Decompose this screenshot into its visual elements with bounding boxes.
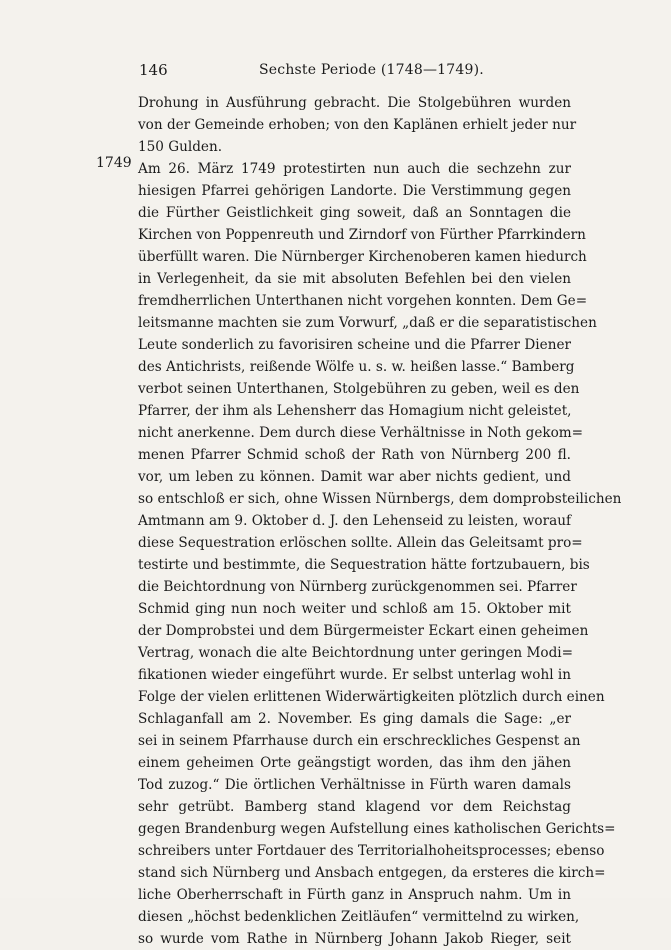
text-line: überfüllt waren. Die Nürnberger Kirchenoberen kamen hiedurch: [138, 249, 587, 265]
text-line: in Verlegenheit, da sie mit absoluten Befehlen bei den vielen: [138, 271, 571, 287]
text-line: Amtmann am 9. Oktober d. J. den Lehenseid zu leisten, worauf: [138, 513, 571, 529]
text-line: Schmid ging nun noch weiter und schloß am 15. Oktober mit: [138, 601, 571, 617]
text-line: Folge der vielen erlittenen Widerwärtigkeiten plötzlich durch einen: [138, 689, 605, 705]
text-line: die Fürther Geistlichkeit ging soweit, daß an Sonntagen die: [138, 205, 571, 221]
text-line: so wurde vom Rathe in Nürnberg Johann Jakob Rieger, seit: [138, 931, 571, 947]
text-line: Vertrag, wonach die alte Beichtordnung unter geringen Modi=: [138, 645, 574, 661]
text-line: stand sich Nürnberg und Ansbach entgegen, da ersteres die kirch=: [138, 865, 606, 881]
text-line: nicht anerkenne. Dem durch diese Verhältnisse in Noth gekom=: [138, 425, 584, 441]
text-line: so entschloß er sich, ohne Wissen Nürnbergs, dem domprobsteilichen: [138, 491, 622, 507]
text-line: Drohung in Ausführung gebracht. Die Stolgebühren wurden: [138, 95, 571, 111]
text-line: menen Pfarrer Schmid schoß der Rath von Nürnberg 200 fl.: [138, 447, 571, 463]
text-line: schreibers unter Fortdauer des Territorialhoheitsprocesses; ebenso: [138, 843, 605, 859]
text-line: fikationen wieder eingeführt wurde. Er selbst unterlag wohl in: [138, 667, 571, 683]
text-line: sei in seinem Pfarrhause durch ein erschreckliches Gespenst an: [138, 733, 581, 749]
text-line: des Antichrists, reißende Wölfe u. s. w. heißen lasse.“ Bamberg: [138, 359, 575, 375]
text-line: sehr getrübt. Bamberg stand klagend vor dem Reichstag: [138, 799, 571, 815]
text-line: hiesigen Pfarrei gehörigen Landorte. Die Verstimmung gegen: [138, 183, 571, 199]
page-header: [139, 60, 571, 80]
text-line: einem geheimen Orte geängstigt worden, das ihm den jähen: [138, 755, 571, 771]
text-line: liche Oberherrschaft in Fürth ganz in Anspruch nahm. Um in: [138, 887, 571, 903]
margin-year-note: 1749: [96, 155, 132, 171]
text-line: die Beichtordnung von Nürnberg zurückgenommen sei. Pfarrer: [138, 579, 577, 595]
text-line: von der Gemeinde erhoben; von den Kaplänen erhielt jeder nur: [138, 117, 577, 133]
text-line: vor, um leben zu können. Damit war aber nichts gedient, und: [138, 469, 571, 485]
text-line: 150 Gulden.: [138, 139, 223, 155]
text-line: leitsmanne machten sie zum Vorwurf, „daß er die separatistischen: [138, 315, 597, 331]
running-head: Sechste Periode (1748—1749).: [259, 62, 484, 78]
text-line: Tod zuzog.“ Die örtlichen Verhältnisse in Fürth waren damals: [138, 777, 571, 793]
text-line: Am 26. März 1749 protestirten nun auch die sechzehn zur: [138, 161, 571, 177]
text-line: gegen Brandenburg wegen Aufstellung eines katholischen Gerichts=: [138, 821, 616, 837]
text-line: der Domprobstei und dem Bürgermeister Eckart einen geheimen: [138, 623, 589, 639]
text-line: diesen „höchst bedenklichen Zeitläufen“ vermittelnd zu wirken,: [138, 909, 580, 925]
text-line: Leute sonderlich zu favorisiren scheine und die Pfarrer Diener: [138, 337, 571, 353]
text-line: verbot seinen Unterthanen, Stolgebühren zu geben, weil es den: [138, 381, 580, 397]
text-line: Kirchen von Poppenreuth und Zirndorf von Fürther Pfarrkindern: [138, 227, 586, 243]
text-line: Schlaganfall am 2. November. Es ging damals die Sage: „er: [138, 711, 571, 727]
text-line: diese Sequestration erlöschen sollte. Allein das Geleitsamt pro=: [138, 535, 583, 551]
text-line: Pfarrer, der ihm als Lehensherr das Homagium nicht geleistet,: [138, 403, 572, 419]
page-number: 146: [139, 61, 168, 79]
text-line: fremdherrlichen Unterthanen nicht vorgehen konnten. Dem Ge=: [138, 293, 588, 309]
text-line: testirte und bestimmte, die Sequestration hätte fortzubauern, bis: [138, 557, 590, 573]
